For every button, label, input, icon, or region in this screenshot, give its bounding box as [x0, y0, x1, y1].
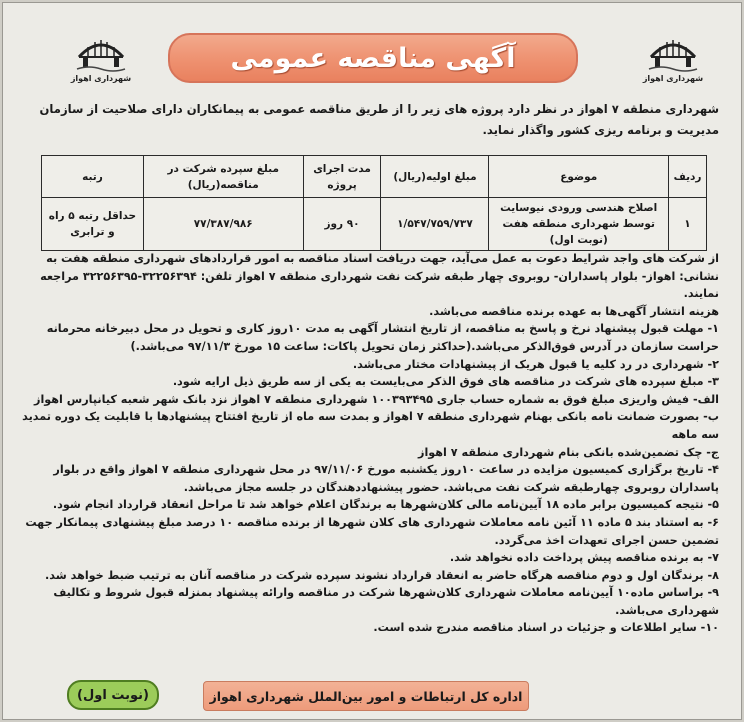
header-subject: موضوع — [489, 156, 669, 198]
paragraph-item-1: ۱- مهلت قبول پیشنهاد نرخ و پاسخ به مناقصه، از تاریخ انتشار آگهی به مدت ۱۰روز کاری و تحویل در محل دبیرخانه محرمانه حراست سازمان در آدرس فوق‌الذکر می‌باشد.(حداکثر زمان تحویل پاکات: ساعت ۱۵ مورخ ۹۷/۱۱/۳ می‌باشد.) — [46, 322, 719, 353]
logo-left-caption: شهرداری اهواز — [70, 74, 132, 83]
paragraph-item-7: ۷- به برنده مناقصه پیش پرداخت داده نخواهد شد. — [449, 551, 719, 565]
paragraph-item-3b: ب- بصورت ضمانت نامه بانکی بهنام شهرداری منطقه ۷ اهواز و بمدت سه ماه از تاریخ افتتاح پیشنهادها با قابلیت یک دوره تمدید سه ماهه — [22, 410, 719, 441]
paragraph-item-3c: ج- چک تضمین‌شده بانکی بنام شهرداری منطقه ۷ اهواز — [418, 445, 719, 459]
header-grade: رتبه — [42, 156, 144, 198]
header-duration: مدت اجرای پروژه — [303, 156, 381, 198]
paragraph-ad-cost: هزینه انتشار آگهی‌ها به عهده برنده مناقصه می‌باشد. — [429, 304, 719, 318]
header-deposit: مبلغ سپرده شرکت در مناقصه(ریال) — [143, 156, 303, 198]
intro-paragraph: شهرداری منطقه ۷ اهواز در نظر دارد پروژه های زیر را از طریق مناقصه عمومی به پیمانکاران دارای صلاحیت از سازمان مدیریت و برنامه ریزی کشور واگذار نماید. — [39, 102, 719, 137]
header-row-number: ردیف — [669, 156, 707, 198]
paragraph-item-6: ۶- به استناد بند ۵ ماده ۱۱ آئین نامه معاملات شهرداری های کلان شهرها از برنده مناقصه ۱۰ درصد مبلغ پیشنهادی پیمانکار جهت تضمین حسن اجرای تعهدات اخذ می‌گردد. — [25, 515, 719, 547]
logo-right-caption: شهرداری اهواز — [642, 74, 704, 83]
paragraph-invitation: از شرکت های واجد شرایط دعوت به عمل می‌آید، جهت دریافت اسناد مناقصه به امور قراردادهای شهرداری منطقه هفت به نشانی: اهواز- بلوار پاسداران- روبروی چهار طبقه شرکت نفت شهرداری منطقه ۷ اهواز تلفن: ۳۲۲۵۶۳۹۴-۳۲۲۵۶۳۹۵ مراجعه نمایند. — [40, 252, 719, 301]
cell-initial-amount: ۱/۵۴۷/۷۵۹/۷۳۷ — [381, 198, 489, 251]
cell-subject: اصلاح هندسی ورودی نیوسایت توسط شهرداری منطقه هفت (نوبت اول) — [489, 198, 669, 251]
paragraph-item-3a: الف- فیش واریزی مبلغ فوق به شماره حساب جاری ۱۰۰۳۹۳۴۹۵ شهرداری منطقه ۷ اهواز نزد بانک شهر شعبه کیانپارس اهواز — [34, 392, 719, 406]
paragraph-item-3: ۳- مبلغ سپرده های شرکت در مناقصه های فوق الذکر می‌بایست به یکی از سه طریق ذیل ارایه شود. — [172, 375, 719, 389]
cell-duration: ۹۰ روز — [303, 198, 381, 251]
ahvaz-bridge-emblem-icon — [647, 31, 699, 73]
ahvaz-bridge-emblem-icon — [75, 31, 127, 73]
paragraph-item-2: ۲- شهرداری در رد کلیه یا قبول هریک از پیشنهادات مختار می‌باشد. — [352, 357, 719, 371]
tender-table — [41, 155, 707, 251]
round-badge: (نوبت اول) — [67, 680, 159, 710]
cell-deposit: ۷۷/۳۸۷/۹۸۶ — [143, 198, 303, 251]
municipality-logo-right — [637, 31, 709, 93]
table-row — [42, 198, 707, 251]
header-initial-amount: مبلغ اولیه(ریال) — [381, 156, 489, 198]
notice-title: آگهی مناقصه عمومی — [168, 33, 578, 83]
paragraph-item-4: ۴- تاریخ برگزاری کمیسیون مزایده در ساعت ۱۰روز یکشنبه مورخ ۹۷/۱۱/۰۶ در محل شهرداری منطقه ۷ اهواز واقع در بلوار پاسداران روبروی چهارطبقه شرکت نفت می‌باشد. حضور پیشنهاددهندگان در جلسه مجاز می‌باشد. — [53, 463, 719, 494]
notice-page — [2, 2, 742, 720]
footer-department: اداره کل ارتباطات و امور بین‌الملل شهرداری اهواز — [203, 681, 529, 711]
paragraph-item-10: ۱۰- سایر اطلاعات و جزئیات در اسناد مناقصه مندرج شده است. — [373, 621, 719, 635]
paragraph-item-5: ۵- نتیجه کمیسیون برابر ماده ۱۸ آیین‌نامه مالی کلان‌شهرها به برندگان اعلام خواهد شد تا مراحل انعقاد قرارداد انجام شود. — [52, 498, 719, 512]
paragraph-item-9: ۹- براساس ماده۱۰ آیین‌نامه معاملات شهرداری کلان‌شهرها شرکت در مناقصه وارائه پیشنهاد بمنزله قبول شروط و تکالیف شهرداری می‌باشد. — [53, 586, 719, 617]
cell-grade: حداقل رتبه ۵ راه و ترابری — [42, 198, 144, 251]
municipality-logo-left — [65, 31, 137, 93]
conditions-text — [13, 250, 719, 637]
table-header-row — [42, 156, 707, 198]
paragraph-item-8: ۸- برندگان اول و دوم مناقصه هرگاه حاضر به انعقاد قرارداد نشوند سپرده شرکت در مناقصه آنان به ترتیب ضبط خواهد شد. — [45, 568, 719, 582]
cell-row-number: ۱ — [669, 198, 707, 251]
